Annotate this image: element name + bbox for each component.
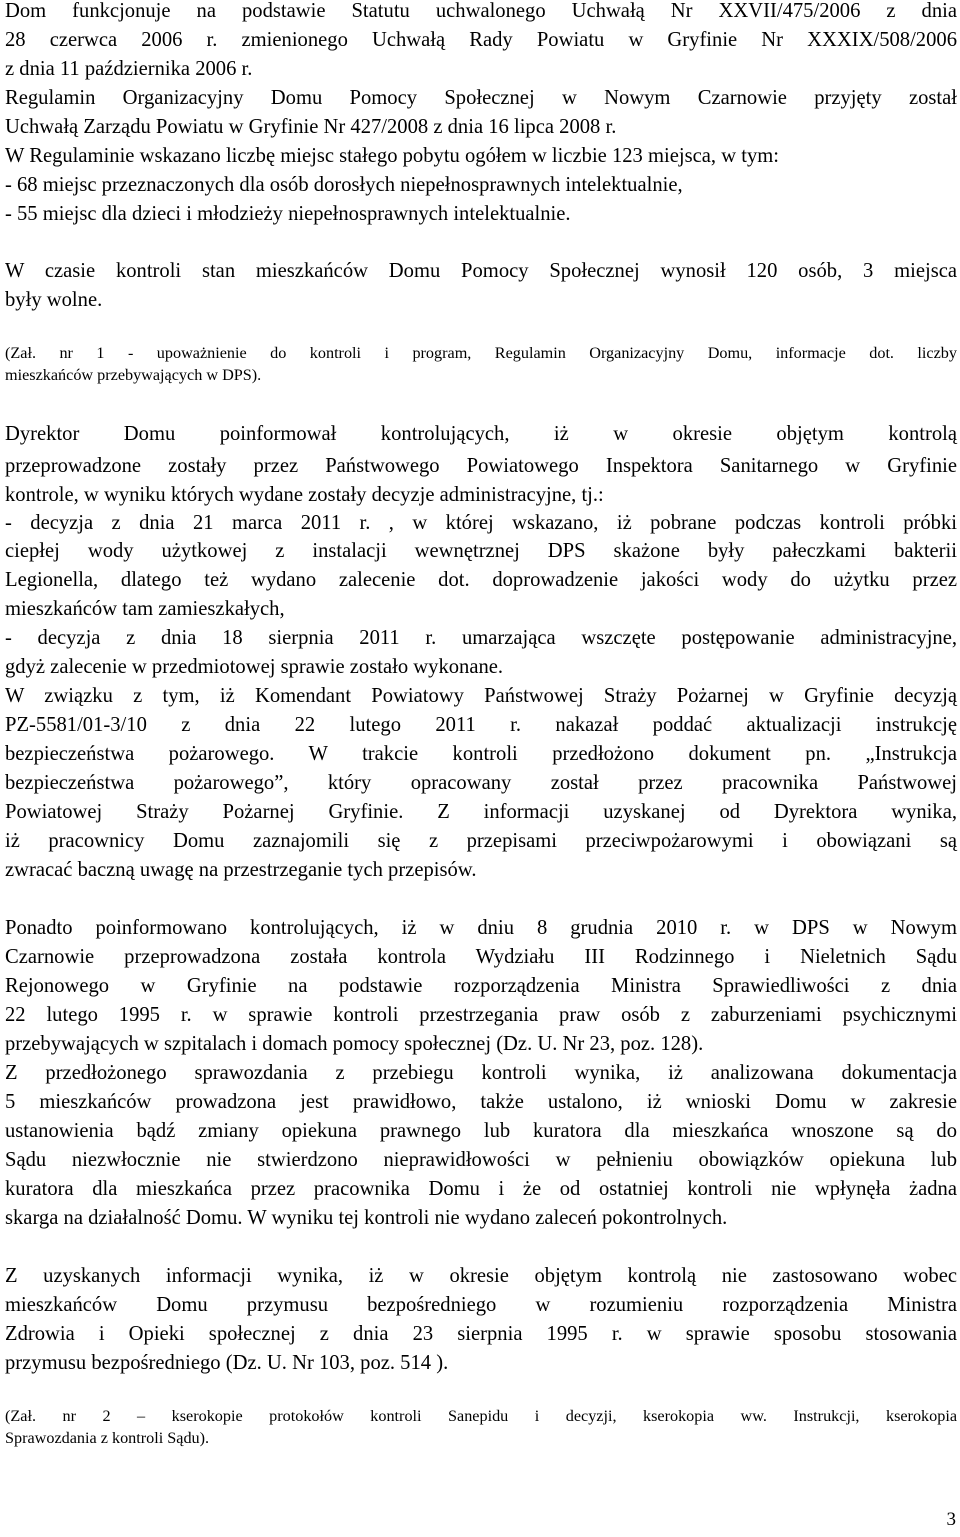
text-line: ciepłej wody użytkowej z instalacji wewnętrznej DPS skażone były pałeczkami bakterii [5,540,957,562]
text-line: Rejonowego w Gryfinie na podstawie rozporządzenia Ministra Sprawiedliwości z dnia [5,975,957,997]
text-line: mieszkańców Domu przymusu bezpośredniego w rozumieniu rozporządzenia Ministra [5,1294,957,1316]
text-line: przymusu bezpośredniego (Dz. U. Nr 103, poz. 514 ). [5,1352,449,1374]
text-line: Z przedłożonego sprawozdania z przebiegu kontroli wynika, iż analizowana dokumentacja [5,1062,957,1084]
text-line: Dyrektor Domu poinformował kontrolujących, iż w okresie objętym kontrolą [5,423,957,445]
text-line: PZ-5581/01-3/10 z dnia 22 lutego 2011 r. nakazał poddać aktualizacji instrukcję [5,714,957,736]
text-line: przeprowadzone zostały przez Państwowego Powiatowego Inspektora Sanitarnego w Gryfinie [5,455,957,477]
text-line: Ponadto poinformowano kontrolujących, iż w dniu 8 grudnia 2010 r. w DPS w Nowym [5,917,957,939]
text-line: W Regulaminie wskazano liczbę miejsc stałego pobytu ogółem w liczbie 123 miejsca, w tym: [5,145,779,167]
text-line: zwracać baczną uwagę na przestrzeganie tych przepisów. [5,859,477,881]
text-line: Z uzyskanych informacji wynika, iż w okresie objętym kontrolą nie zastosowano wobec [5,1265,957,1287]
text-line: Sądu niezwłocznie nie stwierdzono nieprawidłowości w pełnieniu obowiązków opiekuna lub [5,1149,957,1171]
text-line: Zdrowia i Opieki społecznej z dnia 23 sierpnia 1995 r. w sprawie sposobu stosowania [5,1323,957,1345]
text-line: Uchwałą Zarządu Powiatu w Gryfinie Nr 427/2008 z dnia 16 lipca 2008 r. [5,116,617,138]
text-line: bezpieczeństwa pożarowego”, który opracowany został przez pracownika Państwowej [5,772,957,794]
list-item: - 68 miejsc przeznaczonych dla osób dorosłych niepełnosprawnych intelektualnie, [5,174,683,196]
note-line: mieszkańców przebywających w DPS). [5,366,262,384]
text-line: bezpieczeństwa pożarowego. W trakcie kontroli przedłożono dokument pn. „Instrukcja [5,743,957,765]
text-line: Czarnowie przeprowadzona została kontrola Wydziału III Rodzinnego i Nieletnich Sądu [5,946,957,968]
text-line: przebywających w szpitalach i domach pomocy społecznej (Dz. U. Nr 23, poz. 128). [5,1033,704,1055]
list-item: - 55 miejsc dla dzieci i młodzieży niepełnosprawnych intelektualnie. [5,203,571,225]
text-line: iż pracownicy Domu zaznajomili się z przepisami przeciwpożarowymi i obowiązani są [5,830,957,852]
text-line: gdyż zalecenie w przedmiotowej sprawie zostało wykonane. [5,656,504,678]
note-line: (Zał. nr 2 – kserokopie protokołów kontroli Sanepidu i decyzji, kserokopia ww. Instrukcji, kserokopia [5,1407,957,1425]
note-line: (Zał. nr 1 - upoważnienie do kontroli i program, Regulamin Organizacyjny Domu, informacje dot. liczby [5,344,957,362]
note-line: Sprawozdania z kontroli Sądu). [5,1429,210,1447]
text-line: W związku z tym, iż Komendant Powiatowy Państwowej Straży Pożarnej w Gryfinie decyzją [5,685,957,707]
text-line: - decyzja z dnia 21 marca 2011 r. , w której wskazano, iż pobrane podczas kontroli próbki [5,512,957,534]
page-number: 3 [946,1509,956,1530]
text-line: 22 lutego 1995 r. w sprawie kontroli przestrzegania praw osób z zaburzeniami psychicznymi [5,1004,957,1026]
text-line: mieszkańców tam zamieszkałych, [5,598,285,620]
text-line: 5 mieszkańców prowadzona jest prawidłowo, także ustalono, iż wnioski Domu w zakresie [5,1091,957,1113]
text-line: 28 czerwca 2006 r. zmienionego Uchwałą Rady Powiatu w Gryfinie Nr XXXIX/508/2006 [5,29,957,51]
text-line: były wolne. [5,289,103,311]
text-line: Dom funkcjonuje na podstawie Statutu uchwalonego Uchwałą Nr XXVII/475/2006 z dnia [5,0,957,22]
text-line: kuratora dla mieszkańca przez pracownika Domu i że od ostatniej kontroli nie wpłynęła żadna [5,1178,957,1200]
text-line: skarga na działalność Domu. W wyniku tej kontroli nie wydano zaleceń pokontrolnych. [5,1207,728,1229]
text-line: kontrole, w wyniku których wydane zostały decyzje administracyjne, tj.: [5,484,604,506]
text-line: Powiatowej Straży Pożarnej Gryfinie. Z informacji uzyskanej od Dyrektora wynika, [5,801,957,823]
text-line: Regulamin Organizacyjny Domu Pomocy Społecznej w Nowym Czarnowie przyjęty został [5,87,957,109]
text-line: W czasie kontroli stan mieszkańców Domu Pomocy Społecznej wynosił 120 osób, 3 miejsca [5,260,957,282]
text-line: z dnia 11 października 2006 r. [5,58,253,80]
text-line: Legionella, dlatego też wydano zalecenie dot. doprowadzenie jakości wody do użytku przez [5,569,957,591]
text-line: - decyzja z dnia 18 sierpnia 2011 r. umarzająca wszczęte postępowanie administracyjne, [5,627,957,649]
text-line: ustanowienia bądź zmiany opiekuna prawnego lub kuratora dla mieszkańca wnoszone są do [5,1120,957,1142]
